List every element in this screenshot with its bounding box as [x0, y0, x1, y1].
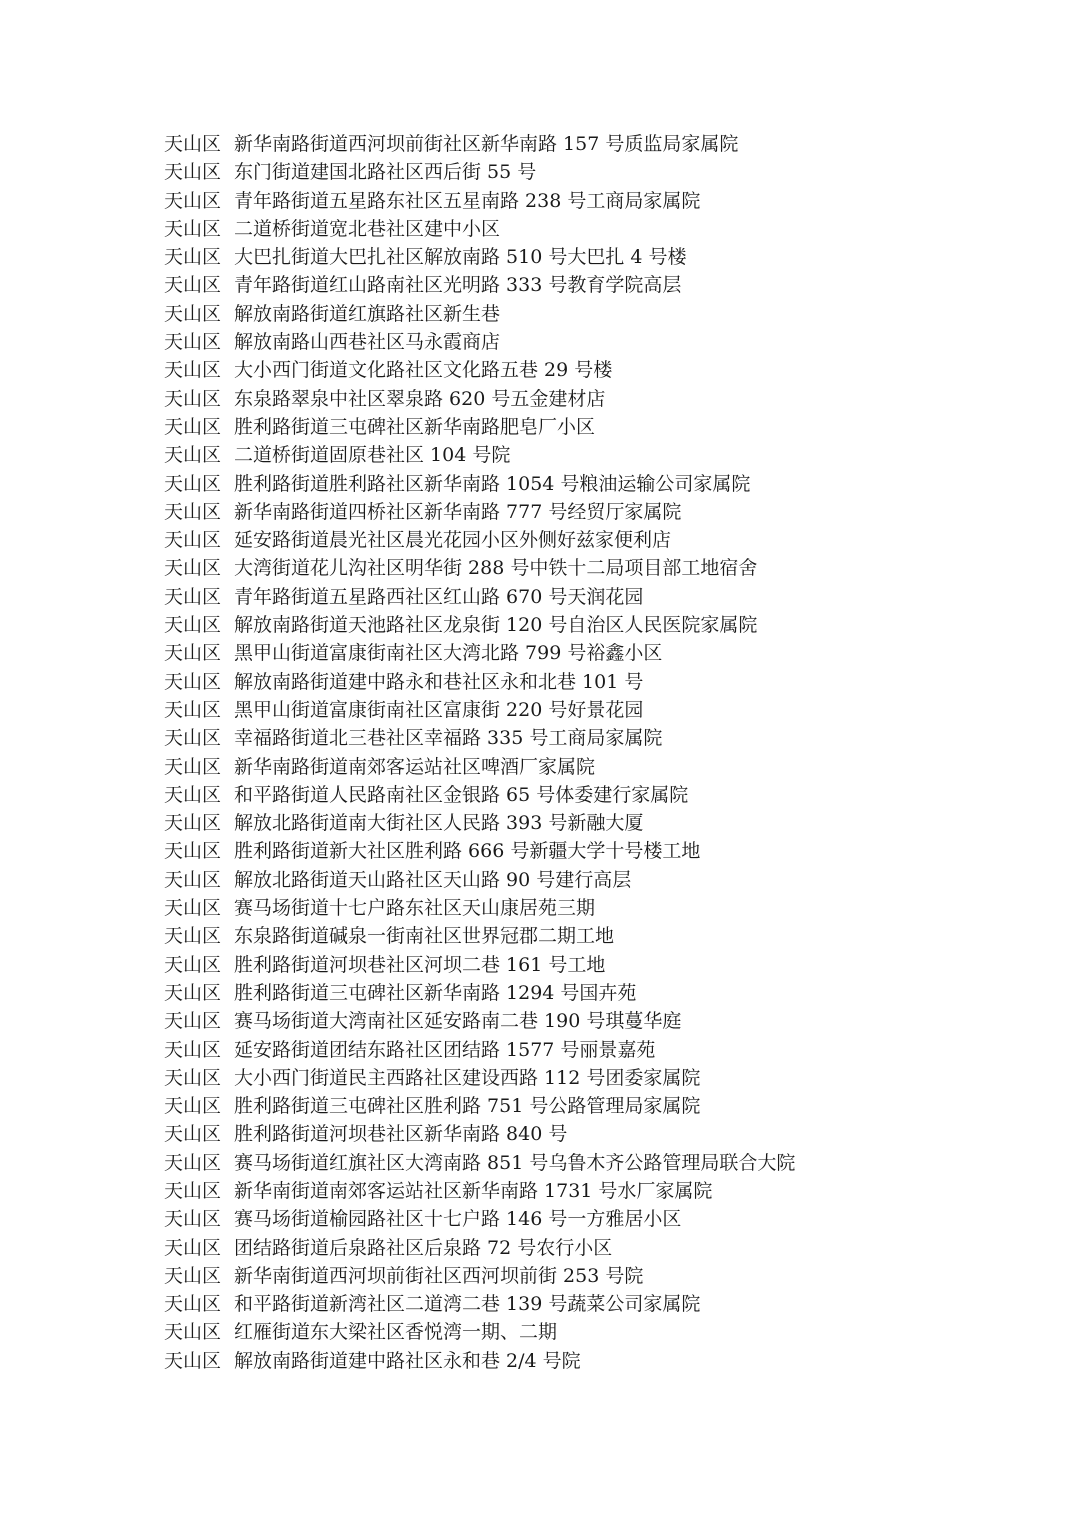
address-text: 胜利路街道河坝巷社区河坝二巷 161 号工地 [234, 953, 606, 976]
district-label: 天山区 [164, 925, 222, 948]
district-label: 天山区 [164, 981, 222, 1004]
address-text: 赛马场街道红旗社区大湾南路 851 号乌鲁木齐公路管理局联合大院 [234, 1151, 796, 1174]
list-item [164, 583, 795, 611]
district-label: 天山区 [164, 1293, 222, 1316]
district-label: 天山区 [164, 444, 222, 467]
district-label: 天山区 [164, 331, 222, 354]
address-text: 解放北路街道南大街社区人民路 393 号新融大厦 [234, 812, 644, 835]
district-label: 天山区 [164, 274, 222, 297]
list-item [164, 441, 795, 469]
list-item [164, 724, 795, 752]
address-text: 新华南路街道西河坝前街社区新华南路 157 号质监局家属院 [234, 133, 739, 155]
list-item [164, 1149, 795, 1177]
list-item [164, 809, 795, 837]
address-text: 胜利路街道三屯碑社区胜利路 751 号公路管理局家属院 [234, 1095, 701, 1118]
list-item [164, 413, 795, 441]
district-label: 天山区 [164, 812, 222, 835]
address-text: 解放南路街道建中路社区永和巷 2/4 号院 [234, 1349, 581, 1372]
list-item [164, 300, 795, 328]
list-item [164, 639, 795, 667]
list-item [164, 1036, 795, 1064]
address-text: 黑甲山街道富康街南社区富康街 220 号好景花园 [234, 698, 644, 721]
list-item [164, 470, 795, 498]
list-item [164, 187, 795, 215]
address-text: 东泉路翠泉中社区翠泉路 620 号五金建材店 [234, 387, 606, 410]
district-label: 天山区 [164, 500, 222, 523]
list-item [164, 979, 795, 1007]
address-text: 解放南路街道天池路社区龙泉街 120 号自治区人民医院家属院 [234, 614, 758, 637]
district-label: 天山区 [164, 133, 222, 155]
address-text: 赛马场街道十七户路东社区天山康居苑三期 [234, 897, 596, 920]
list-item [164, 1234, 795, 1262]
list-item [164, 215, 795, 243]
district-label: 天山区 [164, 1349, 222, 1372]
list-item [164, 1290, 795, 1318]
district-label: 天山区 [164, 897, 222, 920]
address-text: 大小西门街道文化路社区文化路五巷 29 号楼 [234, 359, 613, 382]
district-label: 天山区 [164, 1038, 222, 1061]
address-text: 新华南路街道南郊客运站社区啤酒厂家属院 [234, 755, 596, 778]
address-text: 胜利路街道新大社区胜利路 666 号新疆大学十号楼工地 [234, 840, 701, 863]
list-item [164, 498, 795, 526]
district-label: 天山区 [164, 1264, 222, 1287]
address-text: 解放南路山西巷社区马永霞商店 [234, 331, 501, 354]
address-text: 延安路街道团结东路社区团结路 1577 号丽景嘉苑 [234, 1038, 656, 1061]
list-item [164, 526, 795, 554]
address-text: 解放南路街道红旗路社区新生巷 [234, 302, 501, 325]
list-item [164, 894, 795, 922]
address-text: 大小西门街道民主西路社区建设西路 112 号团委家属院 [234, 1066, 701, 1089]
address-text: 和平路街道人民路南社区金银路 65 号体委建行家属院 [234, 783, 689, 806]
district-label: 天山区 [164, 840, 222, 863]
district-label: 天山区 [164, 783, 222, 806]
address-text: 二道桥街道宽北巷社区建中小区 [234, 217, 501, 240]
list-item [164, 696, 795, 724]
list-item [164, 1318, 795, 1346]
address-text: 延安路街道晨光社区晨光花园小区外侧好兹家便利店 [234, 529, 672, 552]
address-text: 团结路街道后泉路社区后泉路 72 号农行小区 [234, 1236, 613, 1259]
address-text: 青年路街道五星路西社区红山路 670 号天润花园 [234, 585, 644, 608]
district-label: 天山区 [164, 727, 222, 750]
district-label: 天山区 [164, 302, 222, 325]
list-item [164, 554, 795, 582]
district-label: 天山区 [164, 755, 222, 778]
list-item [164, 385, 795, 413]
district-label: 天山区 [164, 1095, 222, 1118]
address-text: 胜利路街道三屯碑社区新华南路肥皂厂小区 [234, 415, 596, 438]
list-item [164, 668, 795, 696]
district-label: 天山区 [164, 1179, 222, 1202]
list-item [164, 271, 795, 299]
district-label: 天山区 [164, 698, 222, 721]
address-text: 红雁街道东大梁社区香悦湾一期、二期 [234, 1321, 558, 1344]
address-text: 黑甲山街道富康街南社区大湾北路 799 号裕鑫小区 [234, 642, 663, 665]
address-text: 大巴扎街道大巴扎社区解放南路 510 号大巴扎 4 号楼 [234, 246, 687, 269]
list-item [164, 1205, 795, 1233]
list-item [164, 1262, 795, 1290]
address-text: 新华南街道南郊客运站社区新华南路 1731 号水厂家属院 [234, 1179, 713, 1202]
address-text: 赛马场街道榆园路社区十七户路 146 号一方雅居小区 [234, 1208, 682, 1231]
district-label: 天山区 [164, 161, 222, 184]
address-text: 东门街道建国北路社区西后街 55 号 [234, 161, 537, 184]
address-text: 青年路街道红山路南社区光明路 333 号教育学院高层 [234, 274, 682, 297]
district-label: 天山区 [164, 557, 222, 580]
list-item [164, 328, 795, 356]
address-text: 胜利路街道三屯碑社区新华南路 1294 号国卉苑 [234, 981, 637, 1004]
list-item [164, 158, 795, 186]
list-item [164, 1177, 795, 1205]
address-text: 解放南路街道建中路永和巷社区永和北巷 101 号 [234, 670, 644, 693]
district-label: 天山区 [164, 868, 222, 891]
district-label: 天山区 [164, 189, 222, 212]
address-text: 和平路街道新湾社区二道湾二巷 139 号蔬菜公司家属院 [234, 1293, 701, 1316]
district-label: 天山区 [164, 1151, 222, 1174]
district-label: 天山区 [164, 1123, 222, 1146]
address-text: 胜利路街道胜利路社区新华南路 1054 号粮油运输公司家属院 [234, 472, 751, 495]
address-text: 赛马场街道大湾南社区延安路南二巷 190 号琪蔓华庭 [234, 1010, 682, 1033]
district-label: 天山区 [164, 1066, 222, 1089]
address-text: 胜利路街道河坝巷社区新华南路 840 号 [234, 1123, 568, 1146]
list-item [164, 130, 795, 158]
address-text: 东泉路街道碱泉一街南社区世界冠郡二期工地 [234, 925, 615, 948]
address-text: 大湾街道花儿沟社区明华街 288 号中铁十二局项目部工地宿舍 [234, 557, 758, 580]
list-item [164, 1120, 795, 1148]
list-item [164, 753, 795, 781]
list-item [164, 243, 795, 271]
district-label: 天山区 [164, 1321, 222, 1344]
list-item [164, 1064, 795, 1092]
list-item [164, 356, 795, 384]
list-item [164, 866, 795, 894]
district-label: 天山区 [164, 1010, 222, 1033]
address-text: 二道桥街道固原巷社区 104 号院 [234, 444, 511, 467]
district-label: 天山区 [164, 217, 222, 240]
list-item [164, 611, 795, 639]
list-item [164, 837, 795, 865]
list-item [164, 951, 795, 979]
district-label: 天山区 [164, 642, 222, 665]
list-item [164, 781, 795, 809]
district-label: 天山区 [164, 1236, 222, 1259]
district-label: 天山区 [164, 415, 222, 438]
list-item [164, 922, 795, 950]
district-label: 天山区 [164, 246, 222, 269]
address-text: 新华南街道西河坝前街社区西河坝前街 253 号院 [234, 1264, 644, 1287]
district-label: 天山区 [164, 387, 222, 410]
address-text: 解放北路街道天山路社区天山路 90 号建行高层 [234, 868, 632, 891]
list-item [164, 1347, 795, 1375]
district-label: 天山区 [164, 953, 222, 976]
district-label: 天山区 [164, 1208, 222, 1231]
district-label: 天山区 [164, 529, 222, 552]
district-label: 天山区 [164, 585, 222, 608]
district-label: 天山区 [164, 614, 222, 637]
list-item [164, 1092, 795, 1120]
district-label: 天山区 [164, 472, 222, 495]
address-text: 青年路街道五星路东社区五星南路 238 号工商局家属院 [234, 189, 701, 212]
district-label: 天山区 [164, 359, 222, 382]
address-text: 幸福路街道北三巷社区幸福路 335 号工商局家属院 [234, 727, 663, 750]
district-label: 天山区 [164, 670, 222, 693]
list-item [164, 1007, 795, 1035]
address-text: 新华南路街道四桥社区新华南路 777 号经贸厅家属院 [234, 500, 682, 523]
address-list [164, 130, 795, 1375]
